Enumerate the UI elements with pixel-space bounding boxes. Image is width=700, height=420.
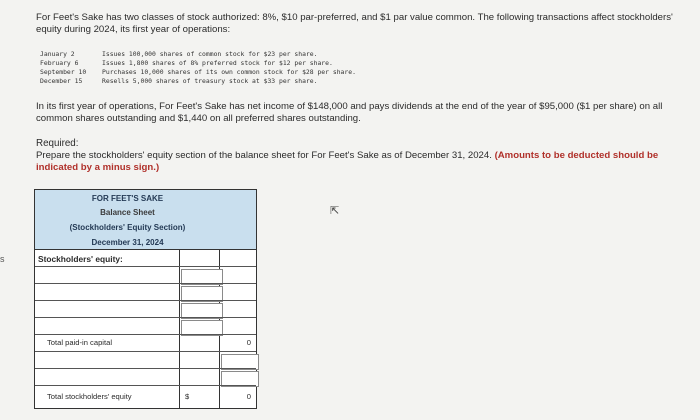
balance-sheet	[34, 189, 257, 409]
total-equity-value: 0	[246, 392, 251, 401]
total-paid-in-value: 0	[246, 338, 251, 347]
total-paid-in-label: Total paid-in capital	[47, 338, 113, 347]
account-name-input[interactable]	[39, 372, 175, 383]
account-name-input[interactable]	[39, 321, 175, 332]
table-row	[35, 351, 256, 369]
dollar-sign: $	[185, 392, 190, 401]
problem-intro: For Feet's Sake has two classes of stock authorized: 8%, $10 par-preferred, and $1 par value common. The following transactions affect stockholders' equity during 2024, its first year of operations:	[36, 12, 673, 35]
transaction-date: September 10	[40, 68, 87, 76]
transaction-date: December 15	[40, 77, 83, 85]
required-text	[36, 150, 686, 174]
sheet-title: Balance Sheet	[100, 208, 155, 217]
transaction-row	[40, 68, 356, 77]
transaction-text: Purchases 10,000 shares of its own common stock for $28 per share.	[102, 68, 356, 76]
transaction-row	[40, 59, 356, 68]
table-row	[35, 300, 256, 318]
transaction-text: Resells 5,000 shares of treasury stock at $33 per share.	[102, 77, 318, 85]
transaction-text: Issues 1,800 shares of 8% preferred stock for $12 per share.	[102, 59, 333, 67]
transactions-list	[40, 50, 356, 86]
transaction-date: February 6	[40, 59, 79, 67]
transaction-text: Issues 100,000 shares of common stock for $23 per share.	[102, 50, 318, 58]
total-paid-in-row	[35, 334, 256, 352]
table-row	[35, 283, 256, 301]
account-name-input[interactable]	[39, 355, 175, 366]
table-row	[35, 266, 256, 284]
mouse-cursor-icon: ⇱	[330, 205, 340, 217]
required-heading: Required:	[36, 138, 79, 149]
margin-mark: s	[0, 254, 5, 264]
equity-label: Stockholders' equity:	[38, 254, 123, 264]
table-row	[35, 317, 256, 335]
sheet-section: (Stockholders' Equity Section)	[69, 223, 186, 232]
account-name-input[interactable]	[39, 270, 175, 281]
transaction-row	[40, 50, 356, 59]
account-name-input[interactable]	[39, 304, 175, 315]
total-equity-row	[35, 385, 256, 408]
transaction-date: January 2	[40, 50, 75, 58]
transaction-row	[40, 77, 356, 86]
operations-paragraph: In its first year of operations, For Feet's Sake has net income of $148,000 and pays dividends at the end of the year of $95,000 ($1 per share) on all common shares outstanding and $1,440 on all preferred shares outstanding.	[36, 101, 663, 124]
balance-sheet-header	[35, 190, 256, 250]
sheet-date: December 31, 2024	[91, 238, 164, 247]
required-warning: (Amounts to be deducted should be indicated by a minus sign.)	[36, 150, 659, 173]
company-name: FOR FEET'S SAKE	[91, 194, 164, 203]
total-equity-label: Total stockholders' equity	[47, 392, 132, 401]
required-instruction: Prepare the stockholders' equity section of the balance sheet for For Feet's Sake as of December 31, 2024.	[36, 150, 492, 161]
account-name-input[interactable]	[39, 287, 175, 298]
table-row	[35, 368, 256, 386]
